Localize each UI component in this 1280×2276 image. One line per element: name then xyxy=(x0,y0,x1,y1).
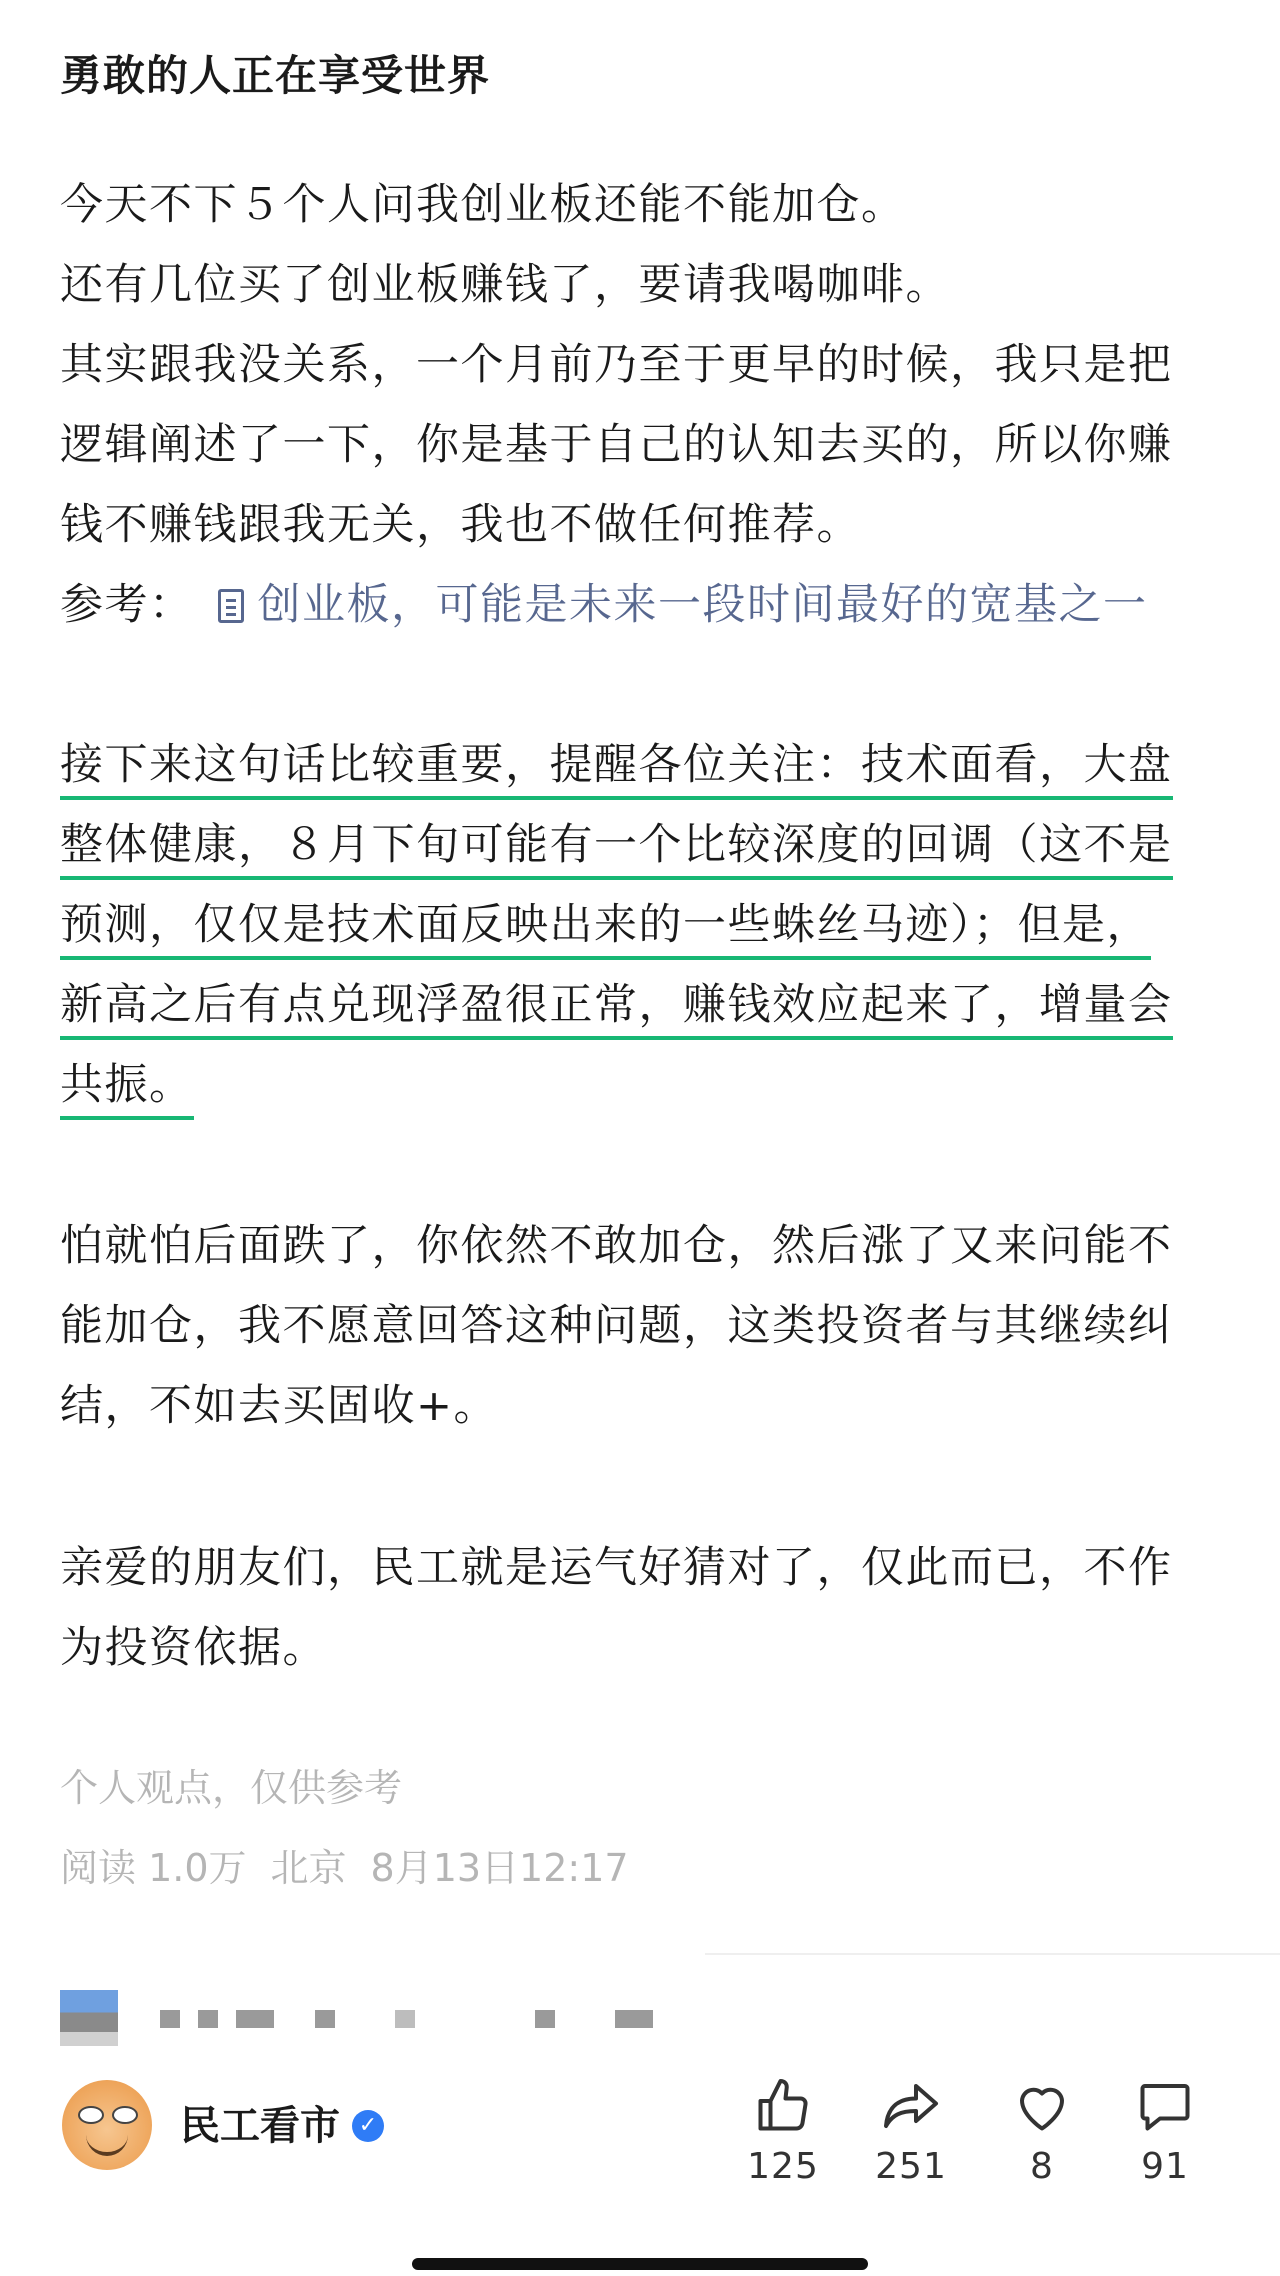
share-count: 251 xyxy=(875,2146,947,2187)
divider xyxy=(705,1953,1280,1955)
text-line: 结，不如去买固收+。 xyxy=(60,1381,499,1431)
highlight-line: 接下来这句话比较重要，提醒各位关注：技术面看，大盘 xyxy=(60,740,1173,800)
document-icon xyxy=(218,589,244,623)
text-line: 亲爱的朋友们，民工就是运气好猜对了，仅此而已，不作 xyxy=(60,1543,1173,1593)
page-title: 勇敢的人正在享受世界 xyxy=(60,51,491,100)
disclaimer: 个人观点，仅供参考 xyxy=(60,1766,403,1810)
bottom-action-bar xyxy=(0,2060,1280,2220)
favorite-count: 8 xyxy=(1030,2146,1054,2187)
share-button[interactable] xyxy=(851,2070,971,2192)
share-icon xyxy=(881,2076,941,2136)
reference-link-text: 创业板，可能是未来一段时间最好的宽基之一 xyxy=(257,580,1148,630)
highlight-line: 新高之后有点兑现浮盈很正常，赚钱效应起来了，增量会 xyxy=(60,980,1173,1040)
text-line: 钱不赚钱跟我无关，我也不做任何推荐。 xyxy=(60,500,861,550)
highlight-line: 共振。 xyxy=(60,1060,194,1120)
verified-badge-icon: ✓ xyxy=(352,2110,384,2142)
location: 北京 xyxy=(270,1846,347,1890)
text-line: 能加仓，我不愿意回答这种问题，这类投资者与其继续纠 xyxy=(60,1301,1173,1351)
comment-icon xyxy=(1134,2076,1196,2136)
comment-button[interactable] xyxy=(1105,2070,1225,2192)
heart-icon xyxy=(1012,2076,1072,2136)
comment-count: 91 xyxy=(1141,2146,1189,2187)
reference-line xyxy=(60,565,1148,645)
home-indicator[interactable] xyxy=(412,2258,868,2270)
paragraph-intro xyxy=(60,165,1220,565)
favorite-button[interactable] xyxy=(982,2070,1102,2192)
author-name[interactable]: 民工看市 xyxy=(180,2103,340,2149)
paragraph-closing xyxy=(60,1528,1220,1688)
blurred-content xyxy=(60,1990,680,2050)
text-line: 其实跟我没关系，一个月前乃至于更早的时候，我只是把 xyxy=(60,340,1173,390)
highlight-line: 整体健康，８月下旬可能有一个比较深度的回调（这不是 xyxy=(60,820,1173,880)
reference-label: 参考： xyxy=(60,580,194,630)
like-count: 125 xyxy=(747,2146,819,2187)
paragraph-warning xyxy=(60,1206,1220,1446)
text-line: 为投资依据。 xyxy=(60,1623,327,1673)
highlight-line: 预测，仅仅是技术面反映出来的一些蛛丝马迹）；但是， xyxy=(60,900,1151,960)
article-meta xyxy=(60,1838,653,1898)
text-line: 今天不下５个人问我创业板还能不能加仓。 xyxy=(60,180,906,230)
text-line: 逻辑阐述了一下，你是基于自己的认知去买的，所以你赚 xyxy=(60,420,1173,470)
highlighted-paragraph xyxy=(60,725,1220,1125)
publish-time: 8月13日12:17 xyxy=(370,1846,629,1890)
like-button[interactable] xyxy=(723,2070,843,2192)
text-line: 怕就怕后面跌了，你依然不敢加仓，然后涨了又来问能不 xyxy=(60,1221,1173,1271)
thumbs-up-icon xyxy=(753,2076,813,2136)
reference-link[interactable] xyxy=(194,580,1148,630)
read-count: 阅读 1.0万 xyxy=(60,1846,247,1890)
text-line: 还有几位买了创业板赚钱了，要请我喝咖啡。 xyxy=(60,260,950,310)
author-avatar[interactable] xyxy=(62,2080,152,2170)
